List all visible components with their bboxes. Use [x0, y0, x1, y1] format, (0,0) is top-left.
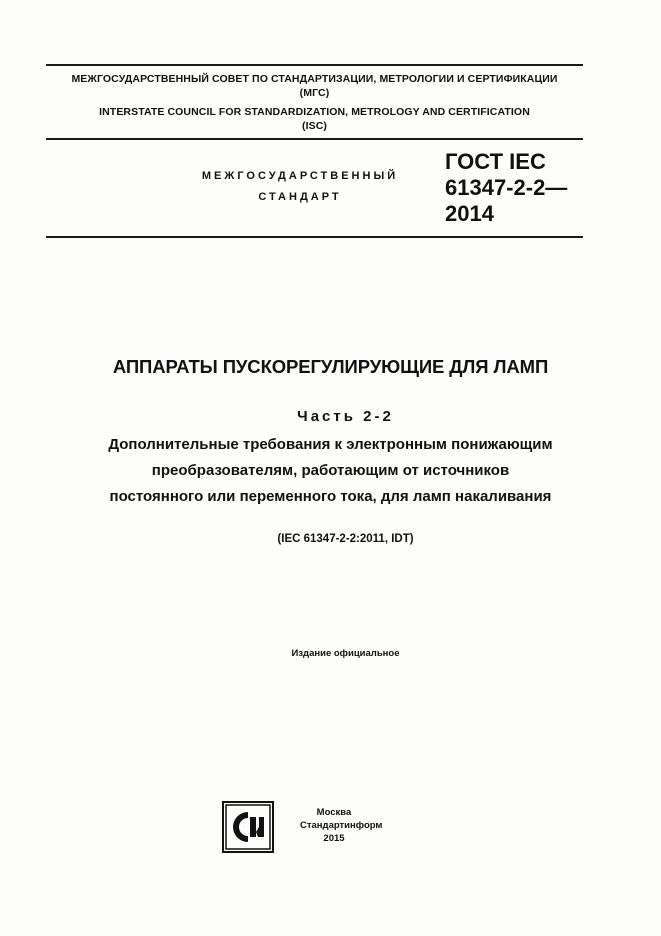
designation-line3: 2014 — [445, 201, 494, 226]
top-rule — [46, 64, 583, 66]
standard-type-line2: СТАНДАРТ — [258, 191, 342, 203]
document-title: АППАРАТЫ ПУСКОРЕГУЛИРУЮЩИЕ ДЛЯ ЛАМП — [112, 356, 549, 377]
designation-line1: ГОСТ IEC — [445, 149, 546, 174]
publisher-year: 2015 — [323, 833, 345, 844]
publisher-city: Москва — [316, 807, 352, 818]
council-en-line2: (ISC) — [302, 120, 327, 132]
subtitle-line1: Дополнительные требования к электронным понижающим — [108, 436, 553, 453]
council-ru-line1: МЕЖГОСУДАРСТВЕННЫЙ СОВЕТ ПО СТАНДАРТИЗАЦИИ, МЕТРОЛОГИИ И СЕРТИФИКАЦИИ — [71, 73, 558, 85]
publisher-name: Стандартинформ — [300, 820, 383, 831]
document-subtitle — [30, 432, 631, 510]
standard-designation — [445, 149, 585, 227]
council-ru-line2: (МГС) — [299, 87, 330, 99]
subtitle-line3: постоянного или переменного тока, для ламп накаливания — [109, 488, 552, 505]
standard-type — [150, 166, 450, 208]
equivalence-note: (IEC 61347-2-2:2011, IDT) — [277, 533, 414, 545]
subtitle-line2: преобразователям, работающим от источников — [151, 462, 510, 479]
document-part: Часть 2-2 — [297, 408, 394, 425]
edition-note: Издание официальное — [291, 648, 400, 659]
designation-rule — [46, 236, 583, 238]
council-en — [46, 105, 583, 133]
standard-type-line1: МЕЖГОСУДАРСТВЕННЫЙ — [201, 170, 399, 182]
council-en-line1: INTERSTATE COUNCIL FOR STANDARDIZATION, METROLOGY AND CERTIFICATION — [99, 106, 530, 118]
header-rule — [46, 138, 583, 140]
council-ru — [46, 72, 583, 100]
publisher-info — [300, 806, 383, 845]
standartinform-logo-icon — [222, 801, 274, 853]
designation-line2: 61347-2-2— — [445, 175, 568, 200]
